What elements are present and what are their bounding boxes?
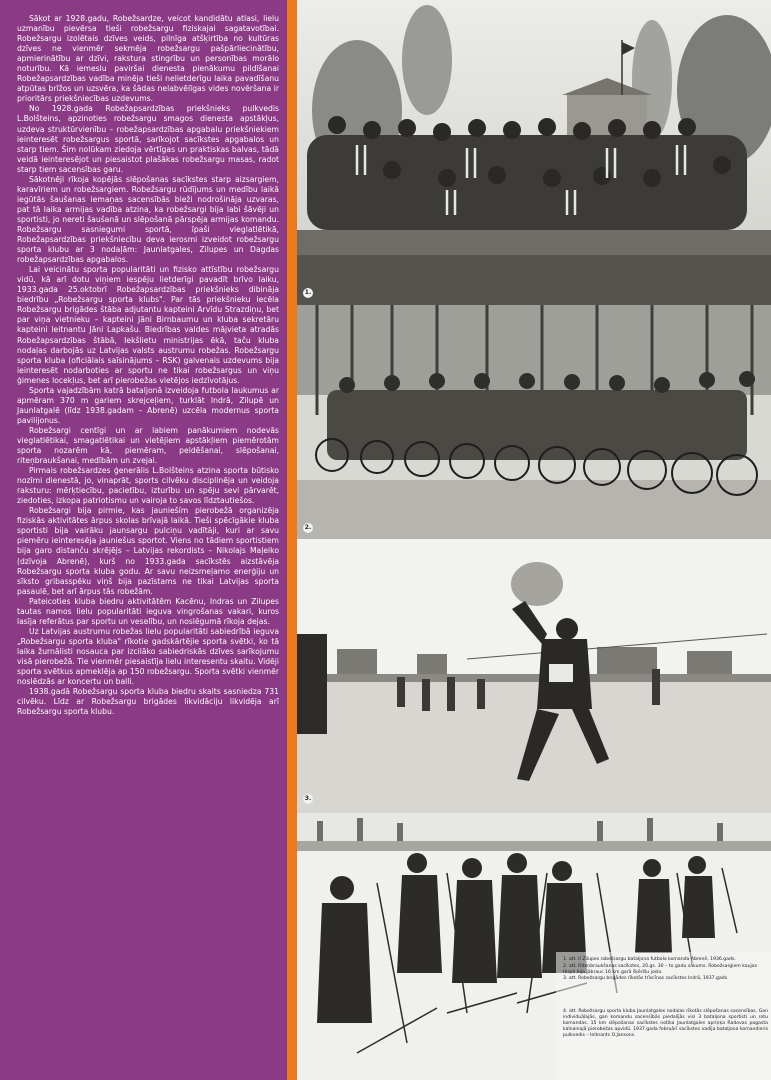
photo-triathlon (297, 539, 771, 813)
paragraph: Pirmais robežsardzes ģenerālis L.Bolšteins atzina sporta būtisko nozīmi dienestā, jo, vinaprāt, sports cilvēku disciplinēja un veidoja raksturu: mērķtiecību, pacietību, izturību un spēju sevi pārvarēt, ziedoties, izkopa patriotismu un vairoja to savos līdztautiešos. (17, 466, 279, 506)
caption: 3. att. Robežsargu brigādes rīkotās trīscīņas sacīkstes Indrā, 1937.gads. (563, 976, 729, 982)
paragraph: Robežsargi centīgi un ar labiem panākumiem nodevās vieglatlētikai, smagatlētikai un vietējiem apstākļiem piemērotām sporta nozarēm kā, piemēram, peldēšanai, slēpošanai, riteņbraukšanai, medībām un zvejai. (17, 425, 279, 466)
paragraph: 1938.gadā Robežsargu sporta kluba biedru skaits sasniedza 731 cilvēku. Līdz ar Robežsargu brigādes likvidāciju likvidēja arī Robežsargu sporta klubu. (17, 687, 279, 717)
caption-skiing: 4. att. Robežsargu sporta kluba Jaunlatgales nodaļas rīkotās slēpošanas sacensības. Gan individuālajās, gan komandu sacensībās piedalījās visi 3 bataljona sportisti un rotu komandas. 15 km slēpošanas sacīkstes notika Jaunlatgales apriņķa Radovas pagasta kalnainajā pierobežas apvidū. 1937.gada februārī sacīkstes vadīja bataljona komandieris pulkvedis – leitnants O.Jansons. (563, 1009, 768, 1039)
photo-number-badge: 3. (304, 795, 312, 802)
article-text (17, 14, 279, 717)
paragraph: Sākot ar 1928.gadu, Robežsardze, veicot kandidātu atlasi, lielu uzmanību pievērsa tieši robežsargu fiziskajai sagatavotībai. Robežsargu izolētais dzīves veids, pilnīga atšķirtība no kultūras dzīves ne vienmēr sekmēja robežsargu pašpārliecinātību, apmierinātību ar dzīvi, rakstura stingrību un personības morālo noturību. Kā iemeslu paviršai dienesta pienākumu pildīšanai Robežapsardzības vadība minēja tieši nelietderīgu laika pavadīšanu atpūtas brīžos un uzsvēra, ka šādas nelabvēlīgas vides novēršana ir prioritārs priekšniecības uzdevums. (17, 14, 279, 104)
paragraph: Robežsargi bija pirmie, kas jaunieším pierobežā organizēja fiziskās aktivitātes ārpus skolas brīvajā laikā. Tieši spēcīgākie kluba sportisti bija vairāku jaunsargu pulciņu vadītāji, kuri ar savu piemēru ieinteresēja jauniešus sportot. Viens no tādiem sportistiem bija garo distanču skrējējs – Latvijas rekordists – Nikolajs Maļeiko (dzīvoja Abrenē), kurš no 1933.gada sacīkstēs aizstāvēja Robežsargu sporta kluba godu. Ar savu neizsmeļamo enerģiju un sīksto gribasspēku viņš bija pazīstams ne tikai Latvijas sporta pasaulē, bet arī ārpus tās robežām. (17, 506, 279, 596)
paragraph: Lai veicinātu sporta popularitāti un fizisko attīstību robežsargu vidū, kā arī dotu viņiem iespēju lietderīgi pavadīt brīvo laiku, 1933.gada 25.oktobrī Robežapsardzības priekšnieks dibināja biedrību „Robežsargu sporta klubs". Par tās priekšnieku iecēla Robežsargu brigādes štāba adjutantu kapteini Arvīdu Strazdiņu, bet par viņa vietnieku – kapteini Jāni Birnbaumu un kluba sekretāru kapteini leitnantu Jāni Lapkašu. Biedrības valdes mājvieta atradās Robežapsardzības štābā, Iekšlietu ministrijas ēkā, taču kluba nodaļas darbojās uz Latvijas valsts austrumu robežas. Robežsargu sporta kluba (oficiālais saīsinājums – RSK) galvenais uzdevums bija ieinteresēt nodarboties ar sportu ne tikai robežsargus un viņu ģimenes locekļus, bet arī pierobežas vietējos iedzīvotājus. (17, 265, 279, 385)
caption: 2. att. Riteņbraukšanas sacīkstes, 20.gs. 30 – to gadu sākums. Robežsargiem kaujas tērpā bija jābrauc 16 km garā šķēršļu josla. (563, 963, 757, 975)
paragraph: Sākotnēji rīkoja kopējās slēpošanas sacīkstes starp aizsargiem, karavīriem un robežsargiem. Robežsargu rūdījums un medību laikā iegūtās šaušanas iemaņas sacensībās bieži nodrošināja uzvaras, pat tā laika armijas vadība atzina, ka robežsargi bija labi šāvēji un sportisti, jo nereti šaušanā un slēpošanā pārspēja armijas komandu. Robežsargu sasniegumi sportā, īpaši vieglatlētikā, Robežapsardzības priekšniecību deva ierosmi izveidot robežsargu sporta klubu ar 3 nodaļām: Jaunlatgales, Zilupes un Dagdas robežapsardzības apgabalos. (17, 174, 279, 265)
cycling-image (297, 305, 771, 539)
caption: 1. att. II Zilupes robežsargu bataljona futbola komanda Abrenē, 1936.gads. (563, 957, 736, 962)
photo-number-badge: 1. (304, 289, 312, 296)
article-panel (0, 0, 287, 1080)
photo-captions (563, 957, 768, 983)
accent-bar (287, 0, 297, 1080)
paragraph: Uz Latvijas austrumu robežas lielu popularitāti sabiedrībā ieguva „Robežsargu sporta kluba" rīkotie gadskārtējie sporta svētki, ko tā laika žurnālisti nosauca par izcilāko sabiedriskās dzīves sarīkojumu visā pierobežā. Tie vienmēr piesaistīja lielu interesentu skaitu. Vidēji sporta svētkus apmeklēja ap 150 robežsargu. Sporta svētki vienmēr noslēdzās ar koncertu un balli. (17, 626, 279, 687)
photo-cycling (297, 305, 771, 539)
triathlon-image (297, 539, 771, 813)
paragraph: No 1928.gada Robežapsardzības priekšnieks pulkvedis L.Bolšteins, apzinoties robežsargu smagos dienesta apstākļus, uzdeva struktūrvienību – robežapsardzības apgabalu priekšniekiem ieinteresēt robežsargus sportā, sarīkojot sacīkstes apgabalos un starp tiem. Šim nolūkam ziedoja vērtīgas un praktiskas balvas, tādā veidā ieinteresējot un piesaistot plašākas robežsargu masas, radot starp tiem sacensības garu. (17, 104, 279, 174)
photo-football-team (297, 0, 771, 305)
photo-number-badge: 2. (304, 524, 312, 531)
paragraph: Sporta vajadzībām katrā bataljonā izveidoja futbola laukumus ar apmēram 370 m gariem skrejceļiem, turklāt Indrā, Zilupē un Jaunlatgalē (līdz 1938.gadam – Abrenē) uzcēla modernus sporta pavilijonus. (17, 385, 279, 425)
paragraph: Pateicoties kluba biedru aktivitātēm Kacēnu, Indras un Zilupes tautas namos lielu popularitāti ieguva vingrošanas vakari, kuros lasīja referātus par sportu un veselību, un noslēgumā rīkoja dejas. (17, 596, 279, 626)
football-team-image (297, 0, 771, 305)
